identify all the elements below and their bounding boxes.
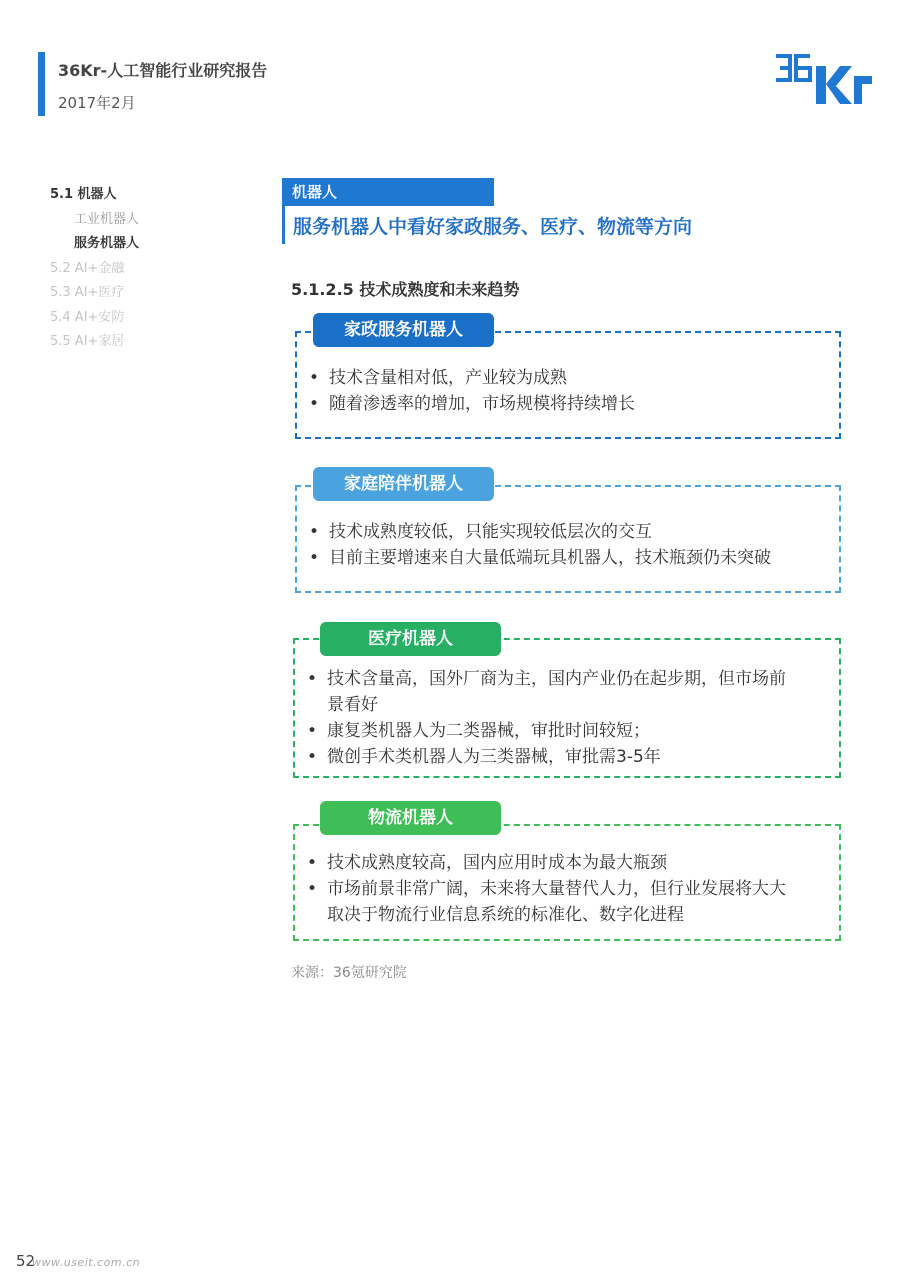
card-medical-robot: [293, 638, 841, 778]
card-logistics-robot: [293, 824, 841, 941]
toc-item-ai-security[interactable]: 5.4 AI+安防: [50, 309, 125, 325]
bullet-item: • 技术含量高，国外厂商为主，国内产业仍在起步期，但市场前: [307, 666, 827, 692]
watermark: www.useit.com.cn: [32, 1256, 141, 1269]
card-title-housekeeping-robot: 家政服务机器人: [313, 313, 494, 347]
bullet-item: • 随着渗透率的增加，市场规模将持续增长: [309, 391, 829, 417]
toc-item-ai-home[interactable]: 5.5 AI+家居: [50, 334, 125, 349]
bullet-item: • 市场前景非常广阔，未来将大量替代人力，但行业发展将大大: [307, 876, 827, 902]
card-companion-robot: [295, 485, 841, 593]
report-title: 36Kr-人工智能行业研究报告: [58, 61, 268, 80]
card-housekeeping-robot: [295, 331, 841, 439]
bullet-dot: •: [309, 548, 320, 568]
card-title-logistics-robot: 物流机器人: [320, 801, 501, 835]
bullet-item: • 技术成熟度较高，国内应用时成本为最大瓶颈: [307, 850, 827, 876]
bullet-dot: •: [307, 669, 318, 689]
header-accent-bar: [38, 52, 45, 116]
bullet-dot: •: [309, 522, 320, 542]
section-label: 机器人: [282, 178, 494, 206]
toc-item-industrial-robots[interactable]: 工业机器人: [74, 211, 140, 227]
toc-item-robots[interactable]: 5.1 机器人: [50, 187, 117, 202]
toc-item-ai-finance[interactable]: 5.2 AI+金融: [50, 260, 125, 276]
section-divider: [282, 206, 285, 244]
subsection-heading: 5.1.2.5 技术成熟度和未来趋势: [291, 280, 520, 299]
bullet-item: • 微创手术类机器人为三类器械，审批需3-5年: [307, 744, 827, 770]
bullet-item-continued: 取决于物流行业信息系统的标准化、数字化进程: [327, 905, 684, 925]
page-number: 52: [16, 1252, 36, 1270]
toc-item-ai-medical[interactable]: 5.3 AI+医疗: [50, 285, 125, 300]
bullet-dot: •: [307, 853, 318, 873]
table-of-contents: [50, 183, 250, 355]
bullet-item: • 目前主要增速来自大量低端玩具机器人，技术瓶颈仍未突破: [309, 545, 829, 571]
bullet-dot: •: [307, 879, 318, 899]
toc-item-service-robots[interactable]: 服务机器人: [74, 236, 140, 251]
report-date: 2017年2月: [58, 94, 136, 112]
card-title-companion-robot: 家庭陪伴机器人: [313, 467, 494, 501]
36kr-logo: [774, 48, 874, 108]
bullet-item-continued: 景看好: [327, 695, 378, 715]
bullet-dot: •: [309, 368, 320, 388]
bullet-item: • 技术含量相对低，产业较为成熟: [309, 365, 829, 391]
card-title-medical-robot: 医疗机器人: [320, 622, 501, 656]
bullet-dot: •: [307, 721, 318, 741]
bullet-dot: •: [309, 394, 320, 414]
source-note: 来源：36氪研究院: [291, 965, 407, 981]
section-title: 服务机器人中看好家政服务、医疗、物流等方向: [293, 216, 693, 238]
bullet-dot: •: [307, 747, 318, 767]
bullet-item: • 技术成熟度较低，只能实现较低层次的交互: [309, 519, 829, 545]
bullet-item: • 康复类机器人为二类器械，审批时间较短；: [307, 718, 827, 744]
